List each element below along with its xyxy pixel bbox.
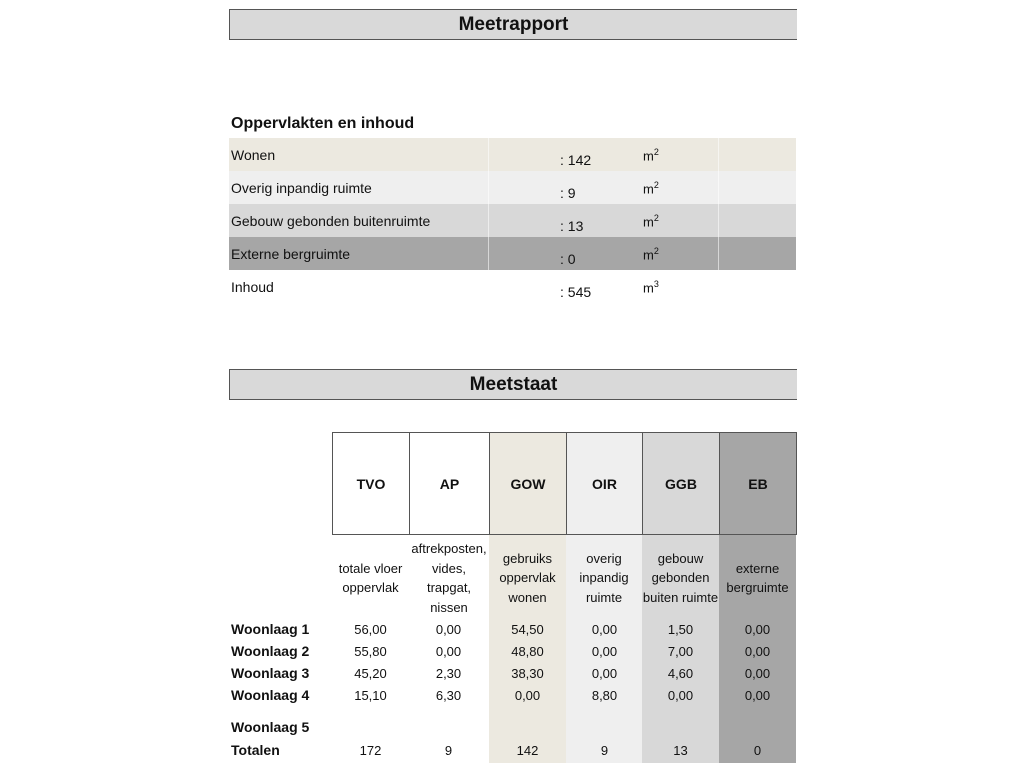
surface-label: Gebouw gebonden buitenruimte	[231, 213, 431, 229]
total-cell: 0	[753, 743, 762, 758]
table-cell: 8,80	[591, 688, 618, 703]
surface-row-inhoud	[229, 270, 796, 303]
column-header-gow: GOW	[489, 432, 567, 535]
surface-value: : 13	[560, 218, 584, 234]
surface-value: : 0	[560, 251, 576, 267]
row-label: Woonlaag 5	[231, 719, 310, 735]
column-desc-oir: overig inpandig ruimte	[579, 550, 629, 605]
column-desc-eb: externe bergruimte	[726, 560, 789, 595]
table-cell: 0,00	[514, 688, 541, 703]
row-label: Woonlaag 3	[231, 665, 310, 681]
table-cell: 48,80	[511, 644, 544, 659]
section-title: Oppervlakten en inhoud	[231, 115, 415, 132]
table-cell: 38,30	[511, 666, 544, 681]
table-cell: 45,20	[354, 666, 387, 681]
total-cell: 9	[600, 743, 609, 758]
column-desc-tvo: totale vloer oppervlak	[338, 560, 403, 595]
table-cell: 0,00	[591, 644, 618, 659]
column-desc-gow: gebruiks oppervlak wonen	[499, 550, 556, 605]
surface-row-gebouw	[229, 204, 796, 237]
surface-unit: $m^3$	[643, 279, 659, 296]
surface-row-extern	[229, 237, 796, 270]
column-header-ap: AP	[409, 432, 490, 535]
table-cell: 56,00	[354, 622, 387, 637]
surface-value: : 142	[560, 152, 592, 168]
column-header-oir: OIR	[566, 432, 643, 535]
surface-row-wonen	[229, 138, 796, 171]
table-cell: 0,00	[435, 622, 462, 637]
surface-label: Inhoud	[231, 279, 274, 295]
table-cell: 15,10	[354, 688, 387, 703]
table-cell: 1,50	[667, 622, 694, 637]
row-label: Woonlaag 4	[231, 687, 310, 703]
total-cell: 9	[444, 743, 453, 758]
table-cell: 2,30	[435, 666, 462, 681]
table-cell: 0,00	[744, 688, 771, 703]
surface-unit: $m^2$	[643, 246, 659, 263]
table-cell: 0,00	[591, 666, 618, 681]
surface-label: Externe bergruimte	[231, 246, 351, 262]
table-cell: 0,00	[744, 622, 771, 637]
row-label: Woonlaag 2	[231, 643, 310, 659]
column-header-ggb: GGB	[642, 432, 720, 535]
column-desc-ggb: gebouw gebonden buiten ruimte	[642, 550, 719, 605]
table-cell: 55,80	[354, 644, 387, 659]
table-cell: 0,00	[591, 622, 618, 637]
column-desc-ap: aftrekposten, vides, trapgat, nissen	[411, 541, 487, 615]
table-cell: 0,00	[744, 666, 771, 681]
table-cell: 4,60	[667, 666, 694, 681]
surface-unit: $m^2$	[643, 180, 659, 197]
table-cell: 0,00	[667, 688, 694, 703]
surface-unit: $m^2$	[643, 213, 659, 230]
table-cell: 7,00	[667, 644, 694, 659]
surface-value: : 545	[560, 284, 592, 300]
totals-label: Totalen	[231, 742, 280, 758]
total-cell: 172	[359, 743, 382, 758]
column-header-tvo: TVO	[332, 432, 410, 535]
report-title: Meetrapport	[458, 13, 569, 35]
table-cell: 0,00	[435, 644, 462, 659]
total-cell: 13	[673, 743, 688, 758]
table-cell: 0,00	[744, 644, 771, 659]
report-title-banner	[229, 9, 797, 40]
table-cell: 6,30	[435, 688, 462, 703]
surface-unit: $m^2$	[643, 147, 659, 164]
surface-row-overig	[229, 171, 796, 204]
column-header-eb: EB	[719, 432, 797, 535]
surface-label: Overig inpandig ruimte	[231, 180, 372, 196]
meetstaat-title: Meetstaat	[469, 373, 558, 395]
surface-label: Wonen	[231, 147, 276, 163]
table-cell: 54,50	[511, 622, 544, 637]
meetstaat-title-banner	[229, 369, 797, 400]
surface-value: : 9	[560, 185, 576, 201]
total-cell: 142	[516, 743, 539, 758]
row-label: Woonlaag 1	[231, 621, 310, 637]
